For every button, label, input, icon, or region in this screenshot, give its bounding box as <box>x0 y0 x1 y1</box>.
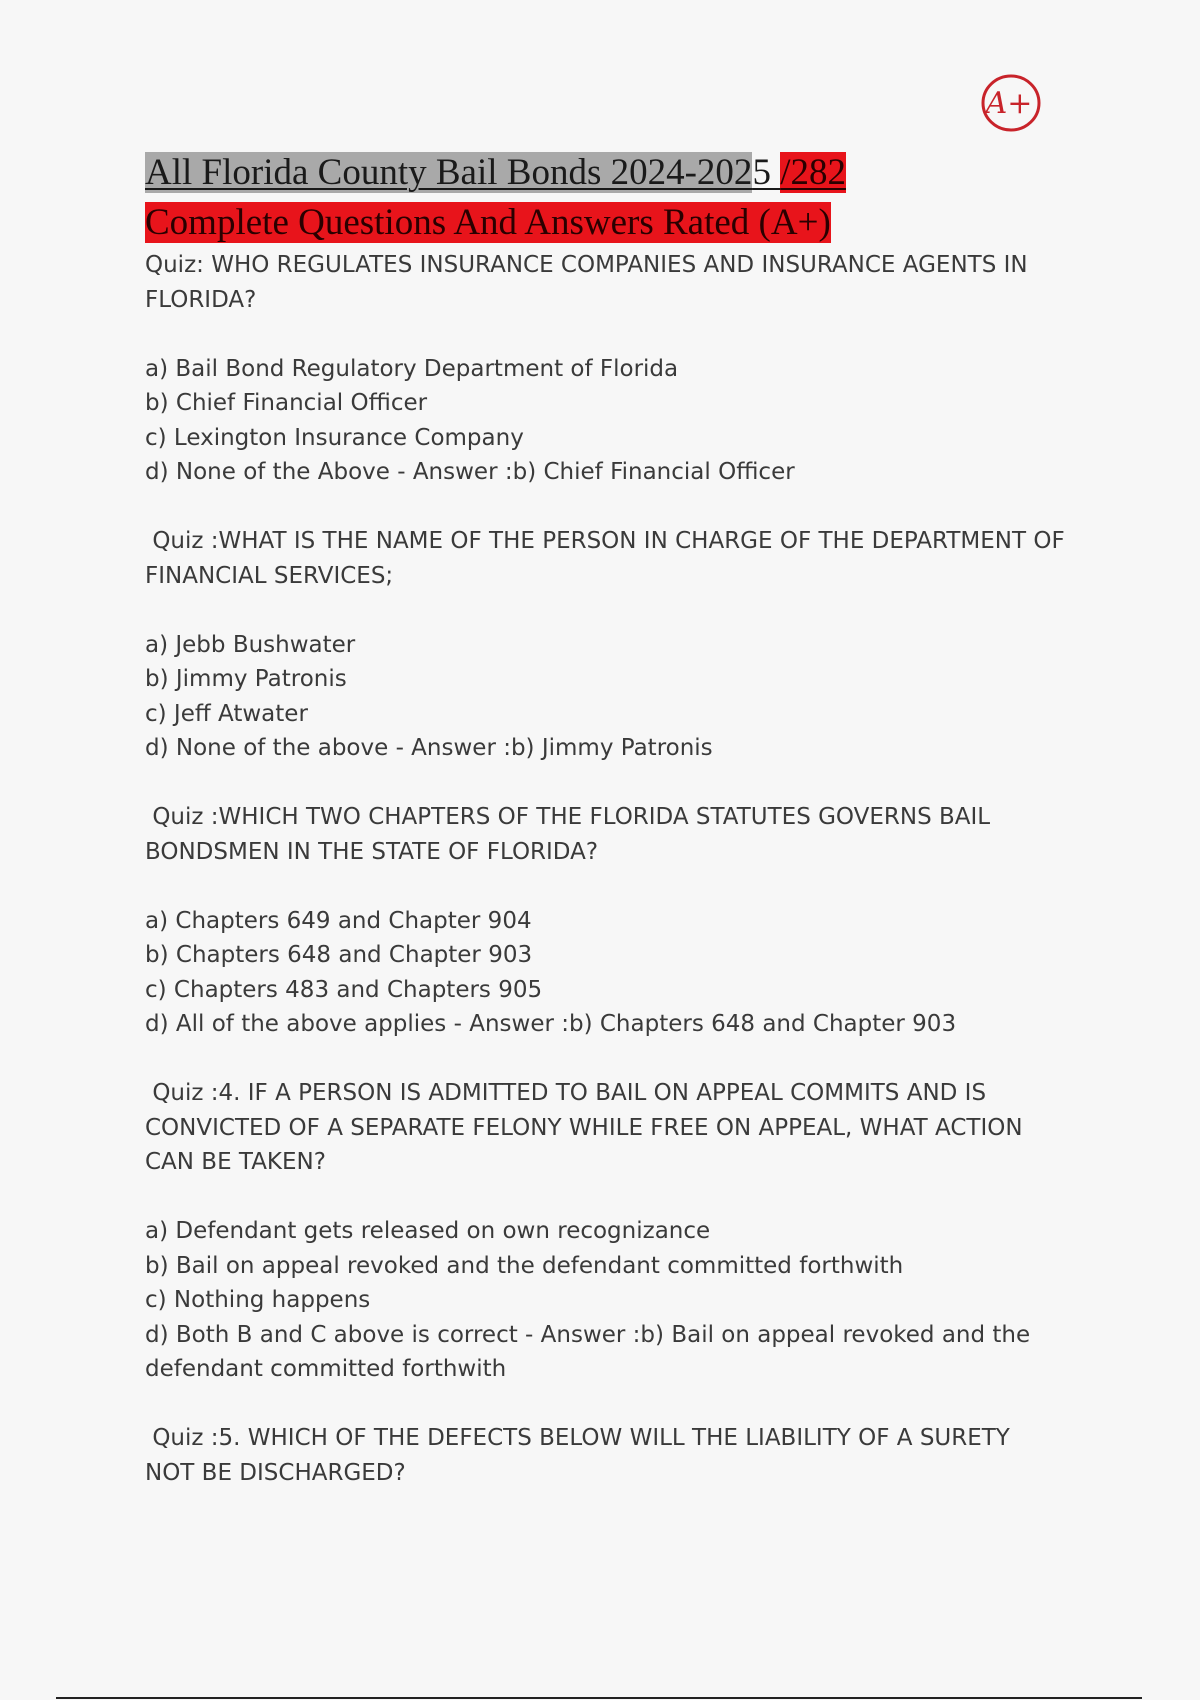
quiz-option: d) None of the Above - Answer :b) Chief Financial Officer <box>145 459 795 485</box>
quiz-item <box>145 1421 1065 1490</box>
quiz-option: a) Chapters 649 and Chapter 904 <box>145 907 532 934</box>
quiz-item <box>145 1076 1065 1387</box>
quiz-option: b) Bail on appeal revoked and the defendant committed forthwith <box>145 1252 904 1279</box>
quiz-option: a) Bail Bond Regulatory Department of Florida <box>145 355 679 382</box>
quiz-list <box>145 248 1072 1525</box>
quiz-question: Quiz :5. WHICH OF THE DEFECTS BELOW WILL THE LIABILITY OF A SURETY NOT BE DISCHARGED? <box>145 1425 1018 1486</box>
title-line-1 <box>145 148 1145 198</box>
quiz-option: b) Chief Financial Officer <box>145 390 428 416</box>
quiz-option: b) Chapters 648 and Chapter 903 <box>145 942 533 968</box>
quiz-option: a) Jebb Bushwater <box>145 631 356 658</box>
quiz-option: b) Jimmy Patronis <box>145 666 347 692</box>
svg-text:A+: A+ <box>985 86 1033 121</box>
title-line-2 <box>145 198 1145 248</box>
quiz-question: Quiz :WHAT IS THE NAME OF THE PERSON IN CHARGE OF THE DEPARTMENT OF FINANCIAL SERVICES; <box>145 528 1072 589</box>
grade-stamp-icon <box>980 72 1042 134</box>
quiz-item <box>145 524 1072 766</box>
quiz-question: Quiz :4. IF A PERSON IS ADMITTED TO BAIL ON APPEAL COMMITS AND IS CONVICTED OF A SEPARATE FELONY WHILE FREE ON APPEAL, WHAT ACTION CAN BE TAKEN? <box>145 1080 1030 1175</box>
quiz-option: d) All of the above applies - Answer :b) Chapters 648 and Chapter 903 <box>145 1011 957 1037</box>
quiz-option: c) Lexington Insurance Company <box>145 424 524 451</box>
document-title <box>145 148 1145 248</box>
quiz-item <box>145 248 1065 490</box>
quiz-option: a) Defendant gets released on own recognizance <box>145 1218 711 1244</box>
quiz-option: c) Jeff Atwater <box>145 700 308 727</box>
quiz-option: c) Chapters 483 and Chapters 905 <box>145 976 543 1003</box>
title-subtitle: Complete Questions And Answers Rated (A+) <box>145 202 831 243</box>
quiz-option: d) None of the above - Answer :b) Jimmy Patronis <box>145 735 713 761</box>
quiz-item <box>145 800 1065 1042</box>
page-bottom-rule <box>56 1697 1142 1699</box>
quiz-question: Quiz :WHICH TWO CHAPTERS OF THE FLORIDA STATUTES GOVERNS BAIL BONDSMEN IN THE STATE OF FLORIDA? <box>145 804 998 865</box>
quiz-option: c) Nothing happens <box>145 1287 371 1313</box>
quiz-question: Quiz: WHO REGULATES INSURANCE COMPANIES AND INSURANCE AGENTS IN FLORIDA? <box>145 252 1035 313</box>
quiz-option: d) Both B and C above is correct - Answer :b) Bail on appeal revoked and the defendant committed forthwith <box>145 1321 1038 1382</box>
page-count-label: /282 <box>780 152 846 193</box>
title-text: All Florida County Bail Bonds 2024-202 <box>145 152 753 193</box>
title-text-end: 5 <box>752 152 781 193</box>
